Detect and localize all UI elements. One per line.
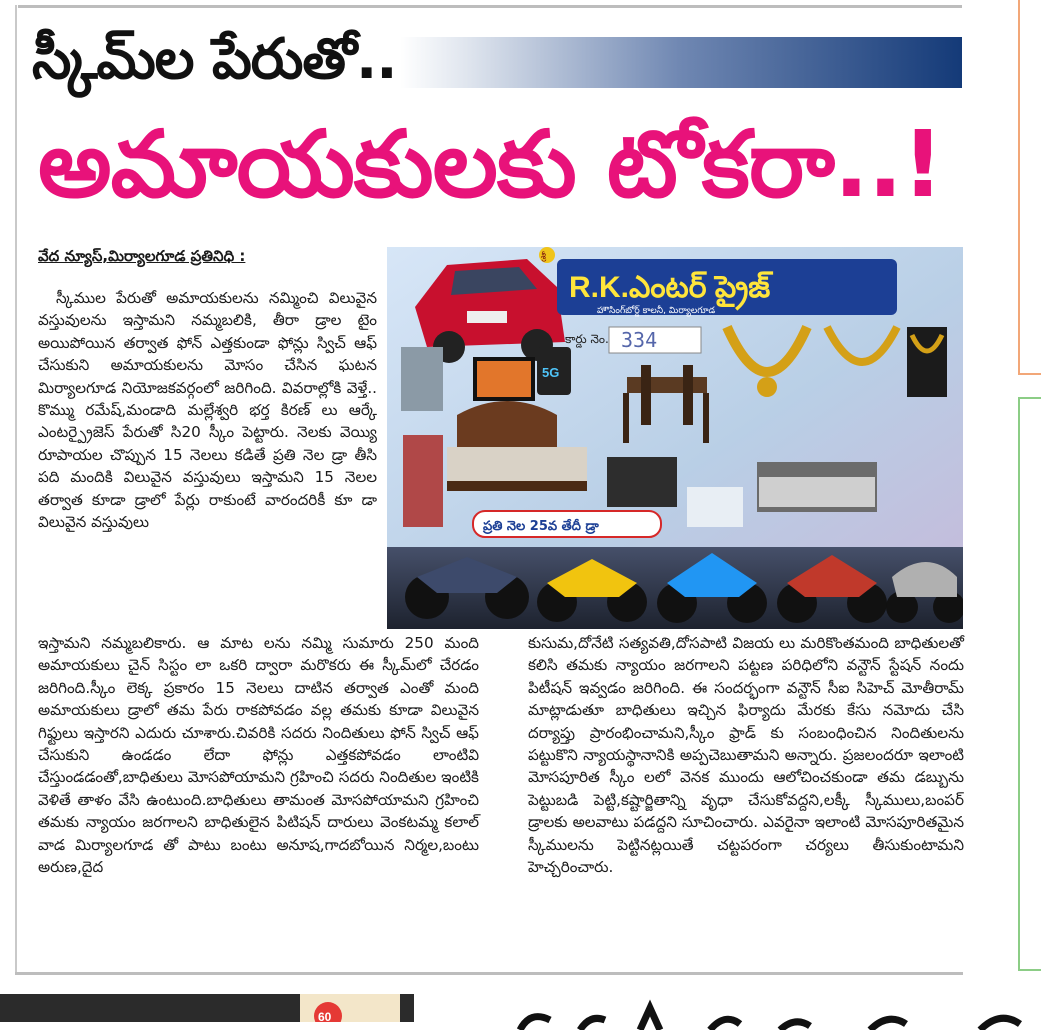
adjacent-article-frame-green	[1018, 397, 1041, 971]
sign-logo-text: శ్రీ	[541, 252, 546, 262]
sign-title: R.K.ఎంటర్ ప్రైజ్	[569, 271, 771, 304]
left-column-rule	[15, 5, 17, 973]
inverter-icon	[607, 457, 677, 507]
adjacent-article-frame-orange	[1018, 0, 1041, 375]
sign-subtitle: హౌసింగ్‌బోర్డ్ కాలనీ, మిర్యాలగూడ	[597, 306, 716, 316]
paragraph-conclusion: కుసుమ,దోనేటి సత్యవతి,దోసపాటి విజయ లు మరికొంతమంది బాధితులతో కలిసి తమకు న్యాయం జరగాలని పట్టణ పరిధిలోని వన్టౌన్ స్టేషన్ నందు పిటీషన్ ఇవ్వడం జరిగింది. ఈ సందర్భంగా వన్టౌన్ సీఐ సిహెచ్ మోతీరామ్ మాట్లాడుతూ బాధితులు ఇచ్చిన ఫిర్యాదు మేరకు కేసు నమోదు చేసి దర్యాప్తు ప్రారంభించామని,స్కీం ఫ్రాడ్ కు సంబంధించిన నిందితులను పట్టుకొని న్యాయస్థానానికి అప్పచెబుతామని అన్నారు. ప్రజలందరూ ఇలాంటి మోసపూరిత స్కీం లలో వెనక ముందు ఆలోచించకుండా తమ డబ్బును పెట్టుబడి పెట్టి,కష్టార్జితాన్ని వృధా చేసుకోవద్దని,లక్కీ స్కీములు,బంపర్ డ్రాలకు అలవాటు పడద్దని సూచించారు. ఎవరైనా ఇలాంటి మోసపూరితమైన స్కీములను పెట్టినట్లయితే చట్టపరంగా చర్యలు తీసుకుంటామని హెచ్చరించారు.	[528, 634, 964, 877]
fridge-icon	[403, 435, 443, 527]
hoarding-illustration	[387, 247, 963, 629]
card-label: కార్డు నెం.	[565, 332, 609, 346]
kicker-title: స్కీమ్‌ల పేరుతో..	[32, 27, 397, 92]
news-photo-hoarding	[387, 247, 963, 629]
draw-banner	[473, 511, 661, 537]
hoarding-sign	[557, 259, 897, 317]
body-column-right	[528, 632, 964, 878]
paragraph-continuation: ఇస్తామని నమ్మబలికారు. ఆ మాట లను నమ్మి సుమారు 250 మంది అమాయకులు చైన్ సిస్టం లా ఒకరి ద్వారా మరొకరు ఈ స్కీమ్‌లో చేరడం జరిగింది.స్కీం లెక్క ప్రకారం 15 నెలలు దాటిన తర్వాత ఎంతో మంది అమాయకులు డ్రాలో తమ పేరు రాకపోవడం వల్ల తమకు కూడా విలువైన గిఫ్టులు ఇస్తారని ఎదురు చూశారు.చివరికి సదరు నిందితులు ఫోన్ స్విచ్ ఆఫ్ చేసుకుని ఉండడం లేదా ఫోన్లు ఎత్తకపోవడం లాంటివి చేస్తుండడంతో,బాధితులు మోసపోయామని గ్రహించి సదరు నిందితుల ఇంటికి వెళితే తాళం వేసి ఉంటుంది.బాధితులు తామంత మోసపోయామని గ్రహించి తమకు న్యాయం జరగాలని బాధితులైన పిటిషన్ దారులు వెంకటమ్మ కలాల్ వాడ మిర్యాలగూడ తో పాటు బంటు అనూష,గాదబోయిన నిర్మల,బంటు అరుణ,దైద	[38, 634, 479, 877]
top-rule	[18, 5, 962, 8]
body-column-top-left	[38, 287, 377, 533]
bottom-rule	[15, 972, 963, 975]
next-article-headline-fragment	[510, 990, 1041, 1030]
headline: అమాయకులకు టోకరా..!	[38, 111, 943, 218]
washing-machine-icon	[401, 347, 443, 411]
price-tag: 60	[318, 1010, 332, 1022]
sofa-icon	[757, 462, 877, 512]
badge-5g: 5G	[542, 365, 560, 380]
freezer-icon	[687, 487, 743, 527]
byline: వేద న్యూస్,మిర్యాలగూడ ప్రతినిధి :	[38, 247, 246, 265]
kicker-gradient-bar	[400, 37, 962, 88]
card-number: 334	[621, 328, 658, 352]
paragraph-intro: స్కీముల పేరుతో అమాయకులను నమ్మించి విలువైన వస్తువులను ఇస్తామని నమ్మబలికి, తీరా డ్రాల టైం అయిపోయిన తర్వాత ఫోన్ ఎత్తకుండా ఫోన్లు స్విచ్ ఆఫ్ చేసుకుని అమాయకులను మోసం చేసిన ఘటన మిర్యాలగూడ నియోజకవర్గంలో జరిగింది. వివరాల్లోకి వెళ్తే.. కొమ్ము రమేష్,మండాది మల్లేశ్వరి భర్త కిరణ్ లు ఆర్కే ఎంటర్ప్రైజెస్ పేరుతో సి20 స్కీం పెట్టారు. నెలకు వెయ్యి రూపాయల చొప్పున 15 నెలలు కడితే ప్రతి నెల డ్రా తీసి పది మందికి విలువైన వస్తువులు ఇస్తామని 15 నెలల తర్వాత కూడా డ్రాలో పేర్లు రాకుంటే వారందరికీ కూ డా విలువైన వస్తువులు	[38, 289, 377, 532]
draw-banner-text: ప్రతి నెల 25వ తేదీ డ్రా	[483, 519, 599, 534]
next-article-photo	[0, 994, 414, 1022]
body-column-bottom-left	[38, 632, 479, 878]
